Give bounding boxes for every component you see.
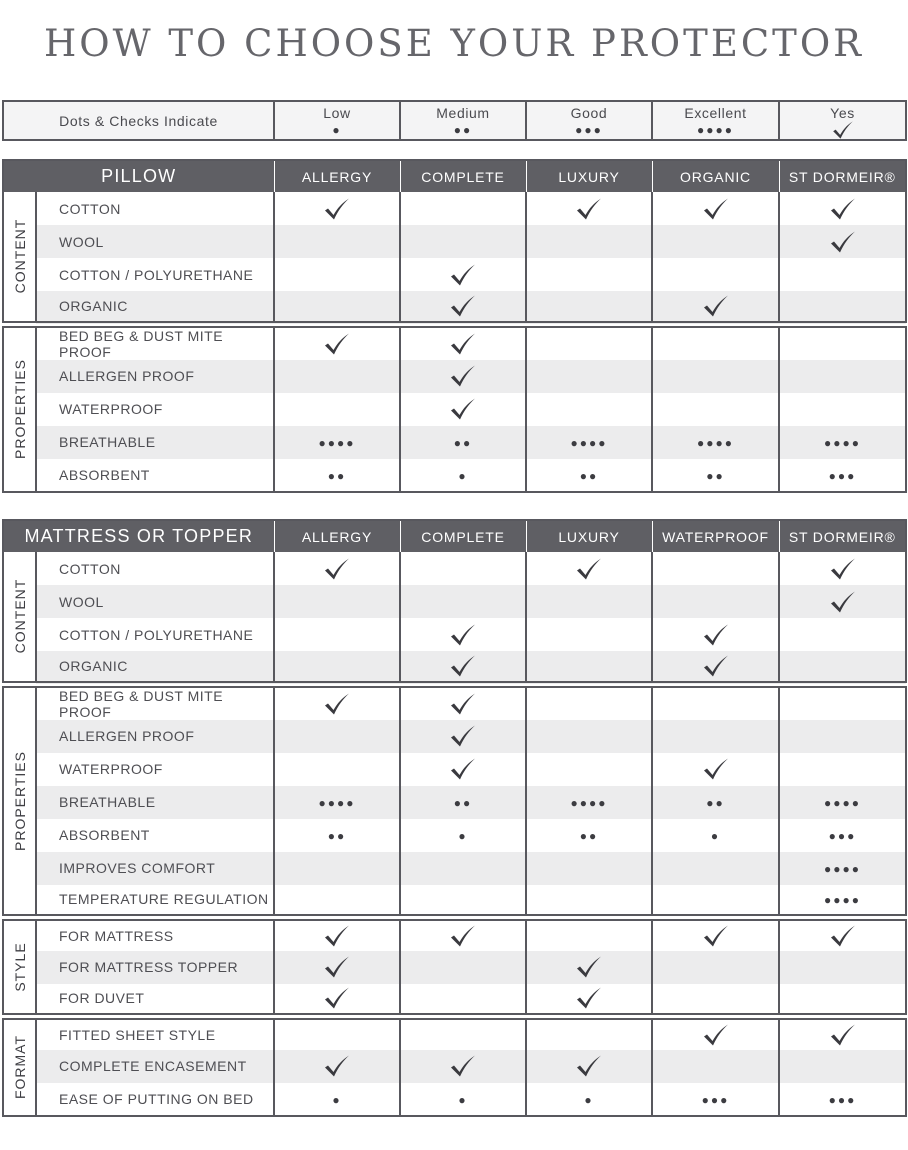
legend-symbol: [275, 121, 399, 137]
rating-cell: [526, 618, 652, 651]
check-icon: [450, 725, 476, 747]
rating-cell: [400, 585, 526, 618]
row-label: COTTON: [36, 552, 274, 585]
check-icon: [703, 655, 729, 677]
row-label: ABSORBENT: [36, 819, 274, 852]
rating-cell: [652, 753, 779, 786]
legend-label: Yes: [830, 105, 855, 121]
rating-cell: [274, 651, 400, 684]
rating-cell: [274, 324, 400, 360]
rating-cell: [779, 192, 906, 225]
rating-cell: [779, 684, 906, 720]
rating-cell: [274, 618, 400, 651]
rating-cell: [652, 426, 779, 459]
row-label: COTTON / POLYURETHANE: [36, 618, 274, 651]
column-header: ST DORMEIR®: [779, 520, 906, 552]
rating-cell: [400, 786, 526, 819]
column-header: WATERPROOF: [652, 520, 779, 552]
rating-cell: [274, 225, 400, 258]
legend-symbol: [780, 121, 905, 137]
rating-cell: [274, 786, 400, 819]
table-row: [3, 819, 906, 852]
row-label: EASE OF PUTTING ON BED: [36, 1083, 274, 1116]
check-icon: [576, 956, 602, 978]
rating-cell: [274, 852, 400, 885]
rating-dots: ●●●: [828, 468, 857, 483]
rating-cell: [400, 684, 526, 720]
rating-cell: [400, 225, 526, 258]
rating-cell: [400, 324, 526, 360]
row-label: ALLERGEN PROOF: [36, 360, 274, 393]
rating-dots: ●●●●: [824, 796, 862, 810]
rating-cell: [400, 1050, 526, 1083]
row-label: ORGANIC: [36, 291, 274, 324]
rating-cell: [400, 258, 526, 291]
table-row: [3, 1050, 906, 1083]
rating-cell: [274, 951, 400, 984]
legend-label: Good: [570, 105, 608, 121]
row-label: FOR MATTRESS: [36, 918, 274, 951]
table-row: [3, 753, 906, 786]
legend-symbol: [653, 121, 778, 137]
rating-cell: [526, 786, 652, 819]
rating-cell: [400, 720, 526, 753]
row-label: BED BEG & DUST MITE PROOF: [36, 684, 274, 720]
rating-cell: [779, 885, 906, 918]
rating-cell: [652, 585, 779, 618]
check-icon: [576, 198, 602, 220]
rating-cell: [274, 552, 400, 585]
rating-cell: [526, 684, 652, 720]
rating-cell: [526, 651, 652, 684]
rating-cell: [779, 852, 906, 885]
rating-dots: ●: [710, 829, 721, 843]
rating-cell: [526, 459, 652, 492]
row-label: TEMPERATURE REGULATION: [36, 885, 274, 918]
column-header: ALLERGY: [274, 520, 400, 552]
check-icon: [703, 198, 729, 220]
row-label: WOOL: [36, 585, 274, 618]
rating-cell: [526, 1083, 652, 1116]
rating-cell: [779, 951, 906, 984]
rating-cell: [652, 819, 779, 852]
column-header: LUXURY: [526, 520, 652, 552]
rating-cell: [779, 918, 906, 951]
rating-cell: [779, 258, 906, 291]
row-label: BED BEG & DUST MITE PROOF: [36, 324, 274, 360]
rating-cell: [779, 753, 906, 786]
check-icon: [324, 558, 350, 580]
rating-dots: ●●●●: [824, 862, 862, 876]
rating-dots: ●●●●: [697, 123, 734, 137]
page-title: HOW TO CHOOSE YOUR PROTECTOR: [43, 22, 865, 65]
column-header: COMPLETE: [400, 520, 526, 552]
legend-table: [2, 100, 907, 141]
group-label-text: PROPERTIES: [11, 750, 28, 851]
check-icon: [576, 558, 602, 580]
check-icon: [450, 693, 476, 715]
rating-cell: [400, 984, 526, 1017]
column-header: ORGANIC: [652, 160, 779, 192]
group-label: [3, 1017, 36, 1116]
rating-cell: [274, 459, 400, 492]
table-row: [3, 585, 906, 618]
rating-cell: [779, 291, 906, 324]
rating-dots: ●●: [453, 796, 473, 810]
column-header: LUXURY: [526, 160, 652, 192]
header-row: [3, 160, 906, 192]
check-icon: [450, 1055, 476, 1077]
rating-cell: [400, 1017, 526, 1050]
rating-cell: [400, 291, 526, 324]
rating-cell: [779, 1050, 906, 1083]
table-row: [3, 951, 906, 984]
rating-cell: [274, 585, 400, 618]
group-label-text: CONTENT: [11, 578, 28, 654]
rating-cell: [400, 819, 526, 852]
table-row: [3, 225, 906, 258]
legend-item-good: [526, 101, 652, 140]
table-row: [3, 918, 906, 951]
rating-cell: [274, 918, 400, 951]
section-title: MATTRESS OR TOPPER: [3, 520, 274, 552]
column-header: COMPLETE: [400, 160, 526, 192]
rating-cell: [779, 618, 906, 651]
row-label: ALLERGEN PROOF: [36, 720, 274, 753]
legend-label: Excellent: [684, 105, 747, 121]
check-icon: [830, 231, 856, 253]
row-label: COTTON: [36, 192, 274, 225]
group-label: [3, 918, 36, 1017]
group-label: [3, 192, 36, 324]
row-label: FOR MATTRESS TOPPER: [36, 951, 274, 984]
rating-dots: ●●●●: [697, 436, 734, 450]
table-row: [3, 459, 906, 492]
rating-cell: [652, 459, 779, 492]
rating-cell: [779, 360, 906, 393]
rating-cell: [526, 393, 652, 426]
table-row: [3, 984, 906, 1017]
rating-cell: [400, 459, 526, 492]
table-row: [3, 651, 906, 684]
rating-cell: [526, 753, 652, 786]
group-label-text: FORMAT: [11, 1035, 28, 1100]
rating-dots: ●●: [327, 829, 347, 843]
rating-cell: [652, 984, 779, 1017]
row-label: WOOL: [36, 225, 274, 258]
rating-cell: [779, 225, 906, 258]
rating-cell: [526, 1017, 652, 1050]
table-row: [3, 684, 906, 720]
rating-cell: [779, 984, 906, 1017]
rating-cell: [400, 618, 526, 651]
table-row: [3, 1083, 906, 1116]
rating-cell: [274, 984, 400, 1017]
row-label: WATERPROOF: [36, 753, 274, 786]
rating-cell: [400, 1083, 526, 1116]
check-icon: [450, 295, 476, 317]
rating-cell: [526, 852, 652, 885]
rating-cell: [526, 324, 652, 360]
rating-dots: ●●●●: [824, 893, 862, 908]
rating-dots: ●: [458, 468, 468, 483]
legend-label: Low: [323, 105, 351, 121]
rating-cell: [779, 552, 906, 585]
table-row: [3, 885, 906, 918]
rating-dots: ●●: [579, 829, 599, 843]
check-icon: [576, 1055, 602, 1077]
legend-item-medium: [400, 101, 526, 140]
table-row: [3, 1017, 906, 1050]
group-label: [3, 552, 36, 684]
check-icon: [324, 693, 350, 715]
table-row: [3, 618, 906, 651]
rating-cell: [274, 1050, 400, 1083]
rating-cell: [652, 360, 779, 393]
rating-cell: [779, 393, 906, 426]
column-header: ALLERGY: [274, 160, 400, 192]
legend-symbol: [401, 121, 525, 137]
check-icon: [576, 987, 602, 1009]
rating-cell: [526, 192, 652, 225]
check-icon: [324, 333, 350, 355]
rating-cell: [652, 552, 779, 585]
rating-cell: [274, 684, 400, 720]
rating-cell: [779, 786, 906, 819]
legend-item-yes: [779, 101, 906, 140]
rating-dots: ●●●●: [318, 436, 356, 450]
rating-cell: [652, 951, 779, 984]
rating-cell: [400, 885, 526, 918]
rating-cell: [779, 585, 906, 618]
table-row: [3, 552, 906, 585]
rating-dots: ●●●●: [824, 436, 861, 450]
rating-cell: [526, 258, 652, 291]
rating-cell: [652, 1017, 779, 1050]
rating-cell: [779, 1017, 906, 1050]
rating-cell: [779, 459, 906, 492]
row-label: COMPLETE ENCASEMENT: [36, 1050, 274, 1083]
rating-cell: [274, 1083, 400, 1116]
legend-item-excellent: [652, 101, 779, 140]
table-row: [3, 720, 906, 753]
legend-symbol: [527, 121, 651, 137]
legend-row: [3, 101, 906, 140]
group-label-text: PROPERTIES: [11, 359, 28, 459]
rating-cell: [274, 1017, 400, 1050]
row-label: BREATHABLE: [36, 786, 274, 819]
rating-cell: [652, 291, 779, 324]
check-icon: [450, 758, 476, 780]
rating-dots: ●: [332, 123, 342, 137]
check-icon: [450, 333, 476, 355]
rating-cell: [526, 426, 652, 459]
rating-dots: ●●: [706, 468, 725, 483]
rating-cell: [526, 1050, 652, 1083]
rating-cell: [274, 291, 400, 324]
rating-dots: ●●●: [701, 1092, 730, 1107]
column-header: ST DORMEIR®: [779, 160, 906, 192]
rating-cell: [274, 258, 400, 291]
rating-cell: [652, 225, 779, 258]
rating-cell: [652, 1050, 779, 1083]
rating-dots: ●: [332, 1092, 342, 1107]
rating-cell: [526, 552, 652, 585]
rating-cell: [526, 885, 652, 918]
rating-cell: [526, 984, 652, 1017]
check-icon: [830, 558, 856, 580]
rating-cell: [526, 918, 652, 951]
group-label-text: STYLE: [11, 942, 28, 992]
rating-cell: [274, 819, 400, 852]
rating-cell: [779, 819, 906, 852]
check-icon: [830, 1024, 856, 1046]
row-label: FOR DUVET: [36, 984, 274, 1017]
rating-dots: ●●: [327, 468, 347, 483]
legend-label: Medium: [436, 105, 490, 121]
check-icon: [703, 925, 729, 947]
check-icon: [703, 1024, 729, 1046]
check-icon: [324, 987, 350, 1009]
row-label: WATERPROOF: [36, 393, 274, 426]
rating-cell: [652, 393, 779, 426]
check-icon: [832, 121, 854, 139]
rating-dots: ●●: [579, 468, 599, 483]
rating-cell: [652, 1083, 779, 1116]
rating-dots: ●●●: [828, 829, 857, 843]
table-row: [3, 192, 906, 225]
table-row: [3, 360, 906, 393]
check-icon: [450, 398, 476, 420]
rating-cell: [652, 885, 779, 918]
rating-cell: [526, 951, 652, 984]
rating-cell: [652, 720, 779, 753]
row-label: COTTON / POLYURETHANE: [36, 258, 274, 291]
check-icon: [830, 591, 856, 613]
rating-cell: [526, 291, 652, 324]
rating-dots: ●: [458, 829, 468, 843]
rating-cell: [652, 852, 779, 885]
table-row: [3, 786, 906, 819]
rating-cell: [652, 786, 779, 819]
rating-cell: [400, 393, 526, 426]
check-icon: [703, 295, 729, 317]
rating-cell: [274, 360, 400, 393]
rating-dots: ●●●: [575, 123, 603, 137]
check-icon: [324, 198, 350, 220]
rating-cell: [274, 885, 400, 918]
pillow-table: [2, 159, 907, 493]
table-row: [3, 258, 906, 291]
rating-cell: [400, 192, 526, 225]
row-label: ORGANIC: [36, 651, 274, 684]
group-label: [3, 324, 36, 492]
legend-title: Dots & Checks Indicate: [3, 101, 274, 140]
rating-cell: [526, 819, 652, 852]
rating-dots: ●●: [706, 796, 725, 810]
rating-cell: [274, 720, 400, 753]
rating-cell: [526, 720, 652, 753]
rating-cell: [526, 225, 652, 258]
rating-cell: [274, 753, 400, 786]
rating-cell: [652, 258, 779, 291]
rating-cell: [400, 651, 526, 684]
rating-dots: ●●: [453, 436, 473, 450]
check-icon: [450, 624, 476, 646]
check-icon: [450, 925, 476, 947]
row-label: ABSORBENT: [36, 459, 274, 492]
group-label: [3, 684, 36, 918]
rating-cell: [274, 393, 400, 426]
rating-cell: [400, 918, 526, 951]
group-label-text: CONTENT: [11, 218, 28, 294]
rating-cell: [779, 1083, 906, 1116]
check-icon: [324, 1055, 350, 1077]
table-row: [3, 852, 906, 885]
row-label: FITTED SHEET STYLE: [36, 1017, 274, 1050]
check-icon: [450, 365, 476, 387]
rating-cell: [779, 324, 906, 360]
rating-cell: [652, 192, 779, 225]
rating-cell: [400, 753, 526, 786]
check-icon: [830, 198, 856, 220]
rating-dots: ●●: [453, 123, 473, 137]
rating-dots: ●●●: [828, 1092, 857, 1107]
rating-cell: [400, 426, 526, 459]
rating-cell: [779, 651, 906, 684]
rating-cell: [652, 618, 779, 651]
rating-cell: [652, 918, 779, 951]
rating-cell: [526, 585, 652, 618]
legend-item-low: [274, 101, 400, 140]
rating-cell: [652, 651, 779, 684]
rating-cell: [400, 360, 526, 393]
rating-cell: [274, 426, 400, 459]
check-icon: [830, 925, 856, 947]
rating-dots: ●: [584, 1092, 594, 1107]
check-icon: [450, 264, 476, 286]
rating-cell: [652, 684, 779, 720]
rating-cell: [400, 552, 526, 585]
rating-dots: ●: [458, 1092, 468, 1107]
rating-cell: [400, 852, 526, 885]
rating-cell: [526, 360, 652, 393]
header-row: [3, 520, 906, 552]
table-row: [3, 426, 906, 459]
table-row: [3, 291, 906, 324]
check-icon: [450, 655, 476, 677]
mattress-table: [2, 519, 907, 1117]
rating-cell: [652, 324, 779, 360]
rating-dots: ●●●●: [318, 796, 356, 810]
check-icon: [324, 925, 350, 947]
table-row: [3, 324, 906, 360]
check-icon: [703, 758, 729, 780]
check-icon: [324, 956, 350, 978]
section-title: PILLOW: [3, 160, 274, 192]
row-label: IMPROVES COMFORT: [36, 852, 274, 885]
rating-cell: [274, 192, 400, 225]
rating-cell: [779, 426, 906, 459]
check-icon: [703, 624, 729, 646]
rating-cell: [779, 720, 906, 753]
table-row: [3, 393, 906, 426]
rating-dots: ●●●●: [570, 436, 608, 450]
rating-cell: [400, 951, 526, 984]
rating-dots: ●●●●: [570, 796, 608, 810]
row-label: BREATHABLE: [36, 426, 274, 459]
